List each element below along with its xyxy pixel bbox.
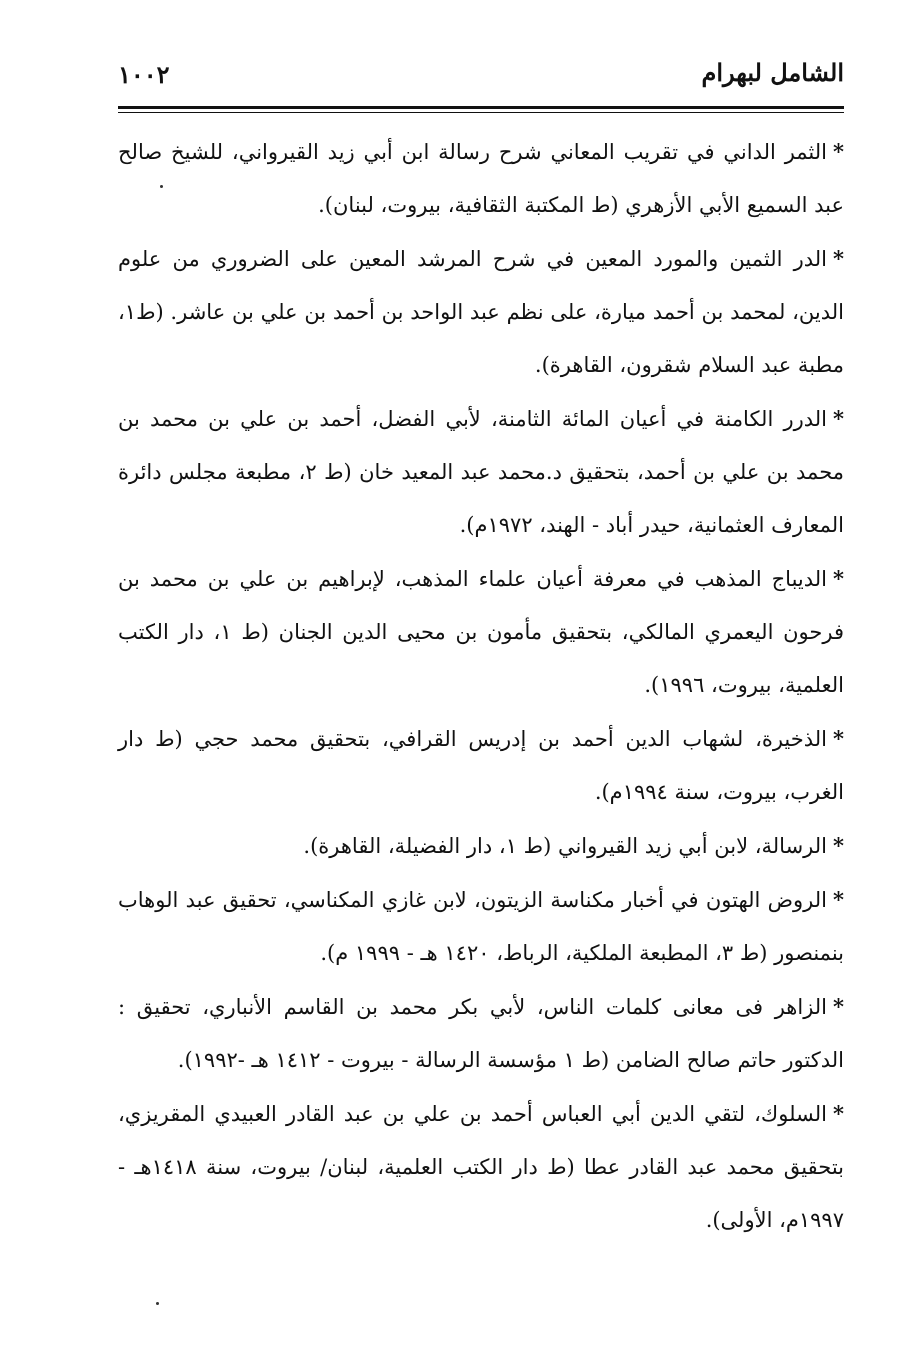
entry-text: السلوك، لتقي الدين أبي العباس أحمد بن علي بن عبد القادر العبيدي المقريزي، بتحقيق محمد عبد القادر عطا (ط دار الكتب العلمية، لبنان/ بيروت، سنة ١٤١٨هـ - ١٩٩٧م، الأولى).	[118, 1102, 845, 1232]
bibliography-entry	[118, 712, 844, 819]
entry-text: الذخيرة، لشهاب الدين أحمد بن إدريس القرافي، بتحقيق محمد حجي (ط دار الغرب، بيروت، سنة ١٩٩٤م).	[118, 727, 844, 804]
running-title: الشامل لبهرام	[701, 58, 844, 87]
scan-speck	[156, 1302, 159, 1305]
entry-text: الروض الهتون في أخبار مكناسة الزيتون، لابن غازي المكناسي، تحقيق عبد الوهاب بنمنصور (ط ٣، المطبعة الملكية، الرباط، ١٤٢٠ هـ - ١٩٩٩ م).	[118, 888, 844, 965]
bibliography-list	[118, 125, 844, 1247]
bibliography-entry	[118, 232, 844, 392]
header-rule-thick	[118, 106, 844, 109]
asterisk-bullet-icon: *	[833, 726, 844, 751]
entry-text: الدرر الكامنة في أعيان المائة الثامنة، لأبي الفضل، أحمد بن علي بن محمد بن محمد بن علي بن أحمد، بتحقيق د.محمد عبد المعيد خان (ط ٢، مطبعة مجلس دائرة المعارف العثمانية، حيدر أباد - الهند، ١٩٧٢م).	[118, 407, 844, 537]
bibliography-entry	[118, 125, 844, 232]
asterisk-bullet-icon: *	[833, 1101, 844, 1126]
page	[118, 52, 844, 1247]
entry-text: الزاهر فى معانى كلمات الناس، لأبي بكر محمد بن القاسم الأنباري، تحقيق : الدكتور حاتم صالح الضامن (ط ١ مؤسسة الرسالة - بيروت - ١٤١٢ هـ -١٩٩٢).	[118, 995, 844, 1072]
asterisk-bullet-icon: *	[833, 139, 844, 164]
bibliography-entry	[118, 392, 844, 552]
bibliography-entry	[118, 873, 844, 980]
asterisk-bullet-icon: *	[833, 833, 844, 858]
header-rule-thin	[118, 112, 844, 113]
entry-text: الثمر الداني في تقريب المعاني شرح رسالة ابن أبي زيد القيرواني، للشيخ صالح عبد السميع الأبي الأزهري (ط المكتبة الثقافية، بيروت، لبنان).	[118, 140, 844, 217]
bibliography-entry	[118, 980, 844, 1087]
scan-speck	[160, 185, 163, 188]
asterisk-bullet-icon: *	[833, 566, 844, 591]
entry-text: الدر الثمين والمورد المعين في شرح المرشد المعين على الضروري من علوم الدين، لمحمد بن أحمد ميارة، على نظم عبد الواحد بن أحمد بن علي بن عاشر. (ط١، مطبة عبد السلام شقرون، القاهرة).	[118, 247, 844, 377]
entry-text: الديباج المذهب في معرفة أعيان علماء المذهب، لإبراهيم بن علي بن محمد بن فرحون اليعمري المالكي، بتحقيق مأمون بن محيى الدين الجنان (ط ١، دار الكتب العلمية، بيروت، ١٩٩٦).	[118, 567, 845, 697]
bibliography-entry	[118, 1087, 844, 1247]
entry-text: الرسالة، لابن أبي زيد القيرواني (ط ١، دار الفضيلة، القاهرة).	[303, 834, 828, 858]
bibliography-entry	[118, 552, 844, 712]
asterisk-bullet-icon: *	[833, 246, 844, 271]
asterisk-bullet-icon: *	[833, 887, 844, 912]
page-header	[118, 52, 844, 104]
asterisk-bullet-icon: *	[833, 994, 844, 1019]
asterisk-bullet-icon: *	[833, 406, 844, 431]
page-number: ١٠٠٢	[118, 60, 170, 89]
bibliography-entry	[118, 819, 844, 873]
